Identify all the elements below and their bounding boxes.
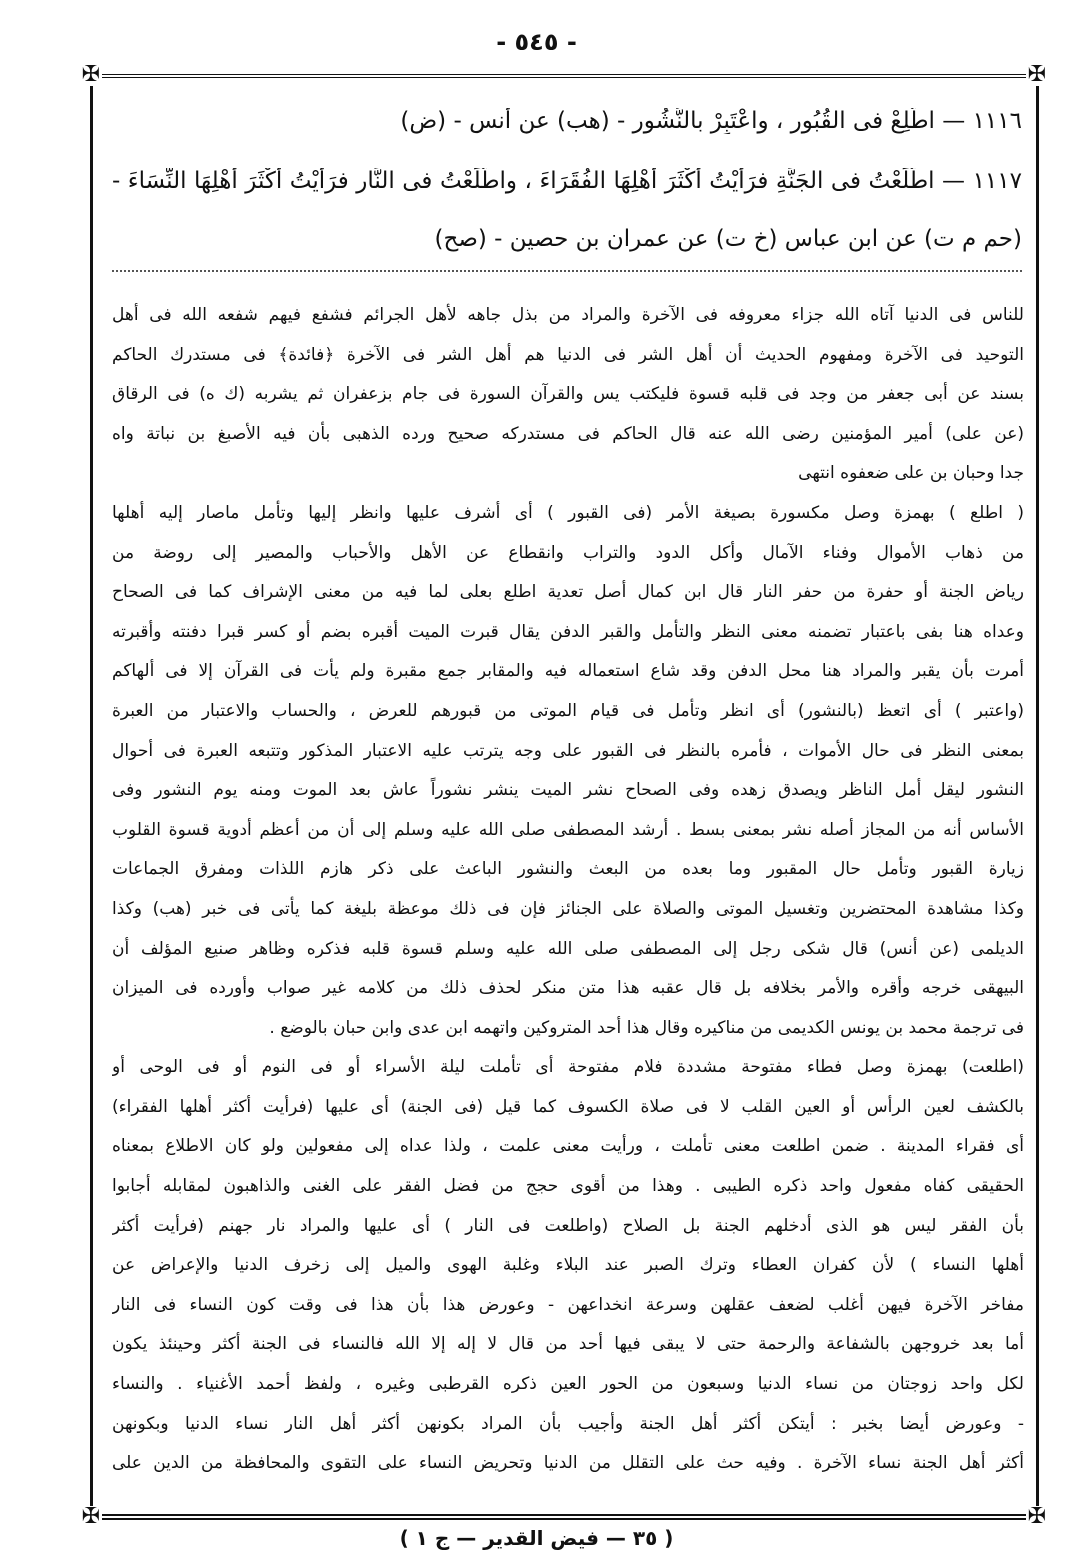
- commentary-line: (اطلعت) بهمزة وصل فطاء مفتوحة مشددة فلام مفتوحة أى تأملت ليلة الأسراء أو فى النوم أو فى الوحى أو: [112, 1057, 1024, 1078]
- corner-ornament-icon: ✠: [1027, 62, 1047, 87]
- commentary-line: رياض الجنة أو حفرة من حفر النار قال ابن كمال أصل تعدية اطلع بعلى لما فيه من معنى الإشراف كما فى الصحاح: [112, 582, 1024, 603]
- commentary-line: أما بعد خروجهن بالشفاعة والرحمة حتى لا يبقى فيها أحد من قال لا إله إلا الله فالنساء فى الجنة أكثر وحينئذ يكون: [112, 1334, 1024, 1355]
- hadith-1117: ١١١٧ — اطَّلَعْتُ فى الجَنَّةِ فرَأَيْتُ أكْثَرَ أهْلِهَا الفُقَرَاءَ ، واطَّلَعْتُ فى النَّارِ فرَأَيْتُ أكْثَرَ أهْلِهَا النِّسَاءَ -: [112, 168, 1022, 194]
- commentary-line: أى فقراء المدينة . ضمن اطلعت معنى تأملت ، ورأيت معنى علمت ، ولذا عداه إلى مفعولين ولو كان الاطلاع بمعناه: [112, 1136, 1024, 1157]
- frame-bottom-border: [92, 1514, 1036, 1520]
- dotted-separator: [112, 270, 1022, 272]
- commentary-line: جدا وحبان بن على ضعفوه انتهى: [798, 463, 1024, 484]
- commentary-line: التوحيد فى الآخرة ومفهوم الحديث أن أهل الشر فى الدنيا هم أهل الشر فى الآخرة ﴿فائدة﴾ فى مستدرك الحاكم: [112, 344, 1024, 365]
- commentary-line: أمرت بأن يقبر والمراد هنا محل الدفن وقد شاع استعماله فيه والمقابر جمع مقبرة ولم يأت فى القرآن إلا فى ألهاكم: [112, 661, 1024, 682]
- commentary-line: للناس فى الدنيا آتاه الله جزاء معروفه فى الآخرة والمراد من بذل جاهه لأهل الجرائم فشفع فيهم شفعه الله فى أهل: [112, 305, 1024, 325]
- commentary-line: ( اطلع ) بهمزة وصل مكسورة بصيغة الأمر (فى القبور ) أى أشرف عليها وانظر إليها وتأمل ماصار إليه أهلها: [112, 502, 1024, 523]
- commentary-line: مفاخر الآخرة فيهن أغلب لضعف عقلهن وسرعة انخداعهن - وعورض هذا بأن هذا فى وقت كون النساء فى النار: [112, 1294, 1024, 1315]
- frame-right-border: [1036, 76, 1039, 1516]
- corner-ornament-icon: ✠: [81, 62, 101, 87]
- commentary-line: (عن على) أمير المؤمنين رضى الله عنه قال الحاكم فى مستدركه صحيح ورده الذهبى بأن فيه الأصبغ بن نباتة واه: [112, 423, 1024, 444]
- commentary-line: بأن الفقر ليس هو الذى أدخلهم الجنة بل الصلاح (واطلعت فى النار ) أى عليها والمراد نار جهنم (فرأيت أكثر: [112, 1215, 1024, 1236]
- commentary-line: الحقيقى كفاه مفعول واحد ذكره الطيبى . وهذا من أقوى حجج من فضل الفقر على الغنى والذاهبون لمقابله أجابوا: [112, 1176, 1024, 1197]
- commentary-line: أكثر أهل الجنة نساء الآخرة . وفيه حث على التقلل من الدنيا وتحريض النساء على التقوى والمحافظة من الدين على: [112, 1453, 1024, 1474]
- commentary-line: بالكشف لعين الرأس أو العين القلب لا فى صلاة الكسوف كما قيل (فى الجنة) أى عليها (فرأيت أكثر أهلها الفقراء): [112, 1096, 1024, 1117]
- frame-left-border: [90, 76, 93, 1516]
- commentary-text: [112, 296, 1024, 1484]
- footer-signature: ( ٣٥ — فيض القدير — ج ١ ): [399, 1526, 674, 1550]
- commentary-line: البيهقى خرجه وأقره والأمر بخلافه بل قال عقبه هذا متن منكر لحذف ذلك من كلامه غير صواب وأورده فى الميزان: [112, 978, 1024, 999]
- hadith-1117-sources: (حم م ت) عن ابن عباس (خ ت) عن عمران بن حصين - (صح): [434, 226, 1022, 252]
- commentary-line: فى ترجمة محمد بن يونس الكديمى من مناكيره وقال هذا أحد المتروكين واتهمه ابن عدى وابن حبان بالوضع .: [269, 1017, 1024, 1038]
- commentary-line: (واعتبر ) أى اتعظ (بالنشور) أى انظر وتأمل فى قيام الموتى من قبورهم للعرض ، والحساب والاعتبار من العبرة: [112, 700, 1024, 721]
- corner-ornament-icon: ✠: [1027, 1504, 1047, 1529]
- commentary-line: - وعورض أيضا بخبر : أيتكن أكثر أهل الجنة وأجيب بأن المراد بكونهن أكثر أهل النار نساء الدنيا وبكونهن: [112, 1413, 1024, 1434]
- commentary-line: لكل واحد زوجتان من نساء الدنيا وسبعون من الحور العين ذكره القرطبى وغيره ، ولفظ أحمد الأغنياء . والنساء: [112, 1374, 1024, 1395]
- commentary-line: النشور ليقل أمل الناظر ويصدق زهده وفى الصحاح نشر الميت ينشر نشوراً عاش بعد الموت ومنه يوم النشور وفى: [112, 780, 1024, 801]
- commentary-line: بمعنى النظر فى حال الأموات ، فأمره بالنظر فى القبور على وجه يترتب عليه الاعتبار المذكور وتتبعه العبرة فى أحوال: [112, 740, 1024, 761]
- commentary-line: الأساس أنه من المجاز أصله نشر بمعنى بسط . أرشد المصطفى صلى الله عليه وسلم إلى أن من أعظم أدوية قسوة القلوب: [112, 819, 1024, 840]
- commentary-line: أهلها النساء ) لأن كفران العطاء وترك الصبر عند البلاء وغلبة الهوى والميل إلى زخرف الدنيا والإعراض عن: [112, 1255, 1024, 1276]
- commentary-line: وعداه هنا بفى باعتبار تضمنه معنى النظر والتأمل والقبر الدفن يقال قبرت الميت أقبره بضم أو كسر قبرا دفنته وأقبرته: [112, 621, 1024, 642]
- hadith-1116: ١١١٦ — اطَّلِعْ فى القُبُورِ ، واعْتَبِرْ بالنُّشُورِ - (هب) عن أنس - (ض): [400, 108, 1022, 134]
- commentary-line: الديلمى (عن أنس) قال شكى رجل إلى المصطفى صلى الله عليه وسلم قسوة قلبه فذكره وظاهر صنيع المؤلف أن: [112, 938, 1024, 959]
- frame-top-border: [92, 74, 1036, 78]
- page-number: - ٥٤٥ -: [496, 28, 577, 56]
- commentary-line: بسند عن أبى جعفر من وجد فى قلبه قسوة فليكتب يس والقرآن السورة فى جام بزعفران ثم يشربه (ك ه) فى الرقاق: [112, 384, 1024, 405]
- commentary-line: من ذهاب الأموال وفناء الآمال وأكل الدود والتراب وانقطاع عن الأهل والأحباب والمصير إلى روضة من: [112, 542, 1024, 563]
- commentary-line: وكذا مشاهدة المحتضرين وتغسيل الموتى والصلاة على الجنائز فإن فى ذلك موعظة بليغة كما يأتى فى خبر (هب) وكذا: [112, 898, 1024, 919]
- commentary-line: زيارة القبور وتأمل حال المقبور وما بعده من البعث والنشور الباعث على ذكر هازم اللذات ومفرق الجماعات: [112, 859, 1024, 880]
- corner-ornament-icon: ✠: [81, 1504, 101, 1529]
